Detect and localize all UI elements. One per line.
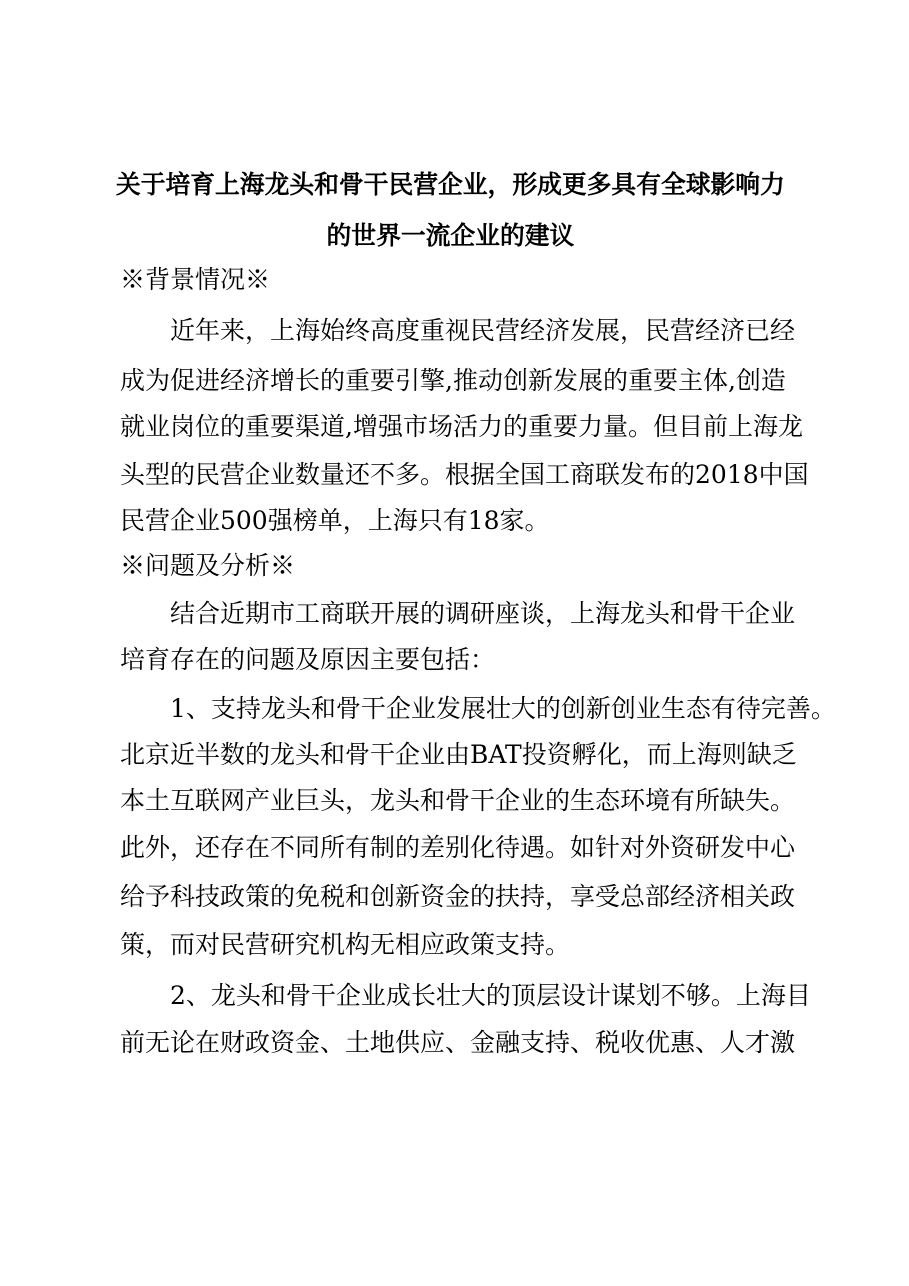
paragraph-line: 结合近期市工商联开展的调研座谈，上海龙头和骨干企业 <box>170 599 796 628</box>
paragraph-line: 2、龙头和骨干企业成长壮大的顶层设计谋划不够。上海目 <box>170 981 811 1010</box>
paragraph-line: 本土互联网产业巨头，龙头和骨干企业的生态环境有所缺失。 <box>120 786 796 815</box>
document-title-line-2: 的世界一流企业的建议 <box>326 221 575 250</box>
section-heading-background: ※背景情况※ <box>120 265 271 294</box>
section-heading-analysis: ※问题及分析※ <box>120 551 296 580</box>
paragraph-line: 头型的民营企业数量还不多。根据全国工商联发布的2018中国 <box>120 460 809 489</box>
document-title-line-1: 关于培育上海龙头和骨干民营企业，形成更多具有全球影响力 <box>115 170 785 199</box>
paragraph-line: 此外，还存在不同所有制的差别化待遇。如针对外资研发中心 <box>120 833 796 862</box>
paragraph-line: 前无论在财政资金、土地供应、金融支持、税收优惠、人才激 <box>120 1028 796 1057</box>
paragraph-line: 民营企业500强榜单，上海只有18家。 <box>120 506 550 535</box>
paragraph-line: 近年来，上海始终高度重视民营经济发展，民营经济已经 <box>170 316 796 345</box>
paragraph-line: 北京近半数的龙头和骨干企业由BAT投资孵化，而上海则缺乏 <box>120 740 797 769</box>
paragraph-line: 1、支持龙头和骨干企业发展壮大的创新创业生态有待完善。 <box>170 694 836 723</box>
paragraph-line: 就业岗位的重要渠道,增强市场活力的重要力量。但目前上海龙 <box>120 412 803 441</box>
paragraph-line: 培育存在的问题及原因主要包括： <box>120 645 496 674</box>
paragraph-line: 给予科技政策的免税和创新资金的扶持，享受总部经济相关政 <box>120 882 796 911</box>
paragraph-line: 策，而对民营研究机构无相应政策支持。 <box>120 930 571 959</box>
paragraph-line: 成为促进经济增长的重要引擎,推动创新发展的重要主体,创造 <box>120 366 786 395</box>
